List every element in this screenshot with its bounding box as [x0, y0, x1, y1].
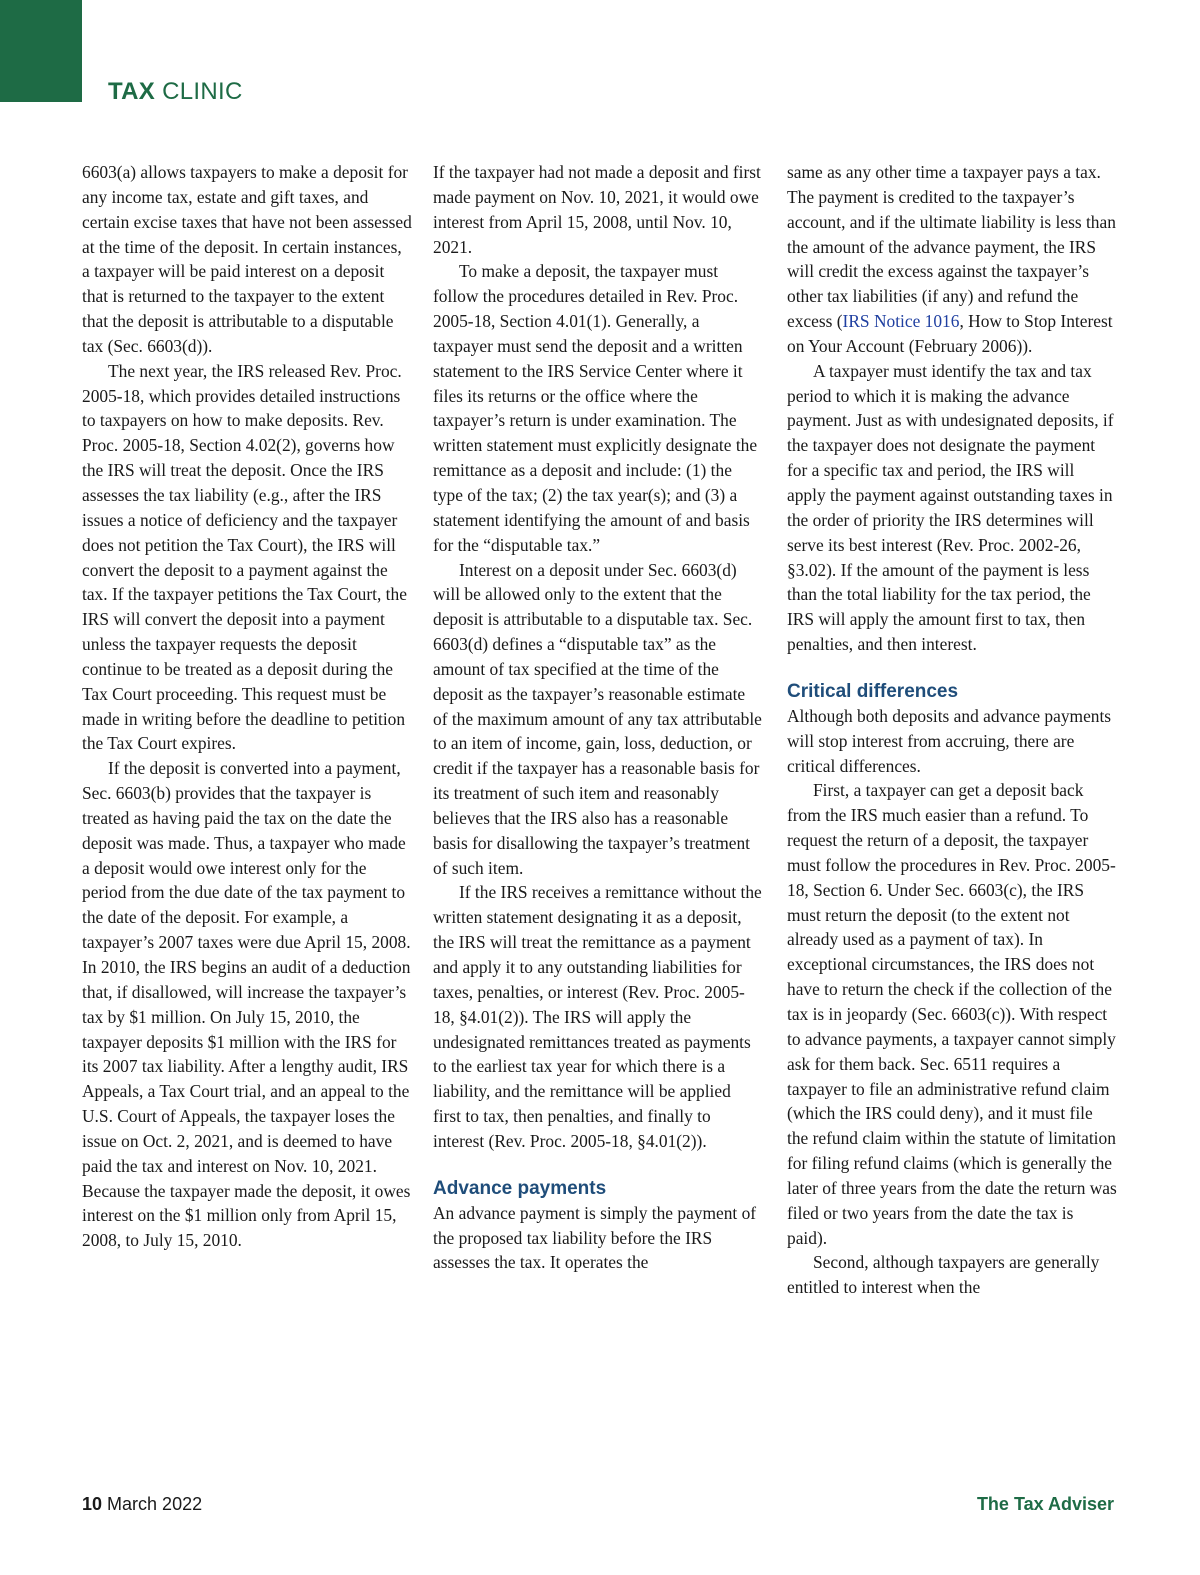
text-segment: , How to Stop Interest on Your Account (February 2006)).	[787, 311, 1113, 356]
paragraph: Second, although taxpayers are generally entitled to interest when the	[787, 1252, 1100, 1298]
section-label-bold: TAX	[108, 78, 156, 105]
section-color-tab	[0, 0, 82, 102]
paragraph: 6603(a) allows taxpayers to make a deposit for any income tax, estate and gift taxes, and certain excise taxes that have not been assessed at the time of the deposit. In certain instances, a taxpayer will be paid interest on a deposit that is returned to the taxpayer to the extent that the deposit is attributable to a disputable tax (Sec. 6603(d)).	[82, 162, 412, 356]
irs-notice-link[interactable]: IRS Notice 1016	[842, 311, 960, 332]
section-label-light: CLINIC	[162, 78, 243, 105]
paragraph	[787, 160, 1117, 359]
column-2	[433, 160, 763, 1275]
paragraph: A taxpayer must identify the tax and tax period to which it is making the advance payment. Just as with undesignated deposits, if the taxpayer does not designate the payment for a specific tax and period, the IRS will apply the payment against outstanding taxes in the order of priority the IRS determines will serve its best interest (Rev. Proc. 2002-26, §3.02). If the amount of the payment is less than the total liability for the tax period, the IRS will apply the amount first to tax, then penalties, and then interest.	[787, 360, 1114, 655]
publication-name: The Tax Adviser	[976, 1494, 1114, 1514]
paragraph: If the deposit is converted into a payment, Sec. 6603(b) provides that the taxpayer is treated as having paid the tax on the date the deposit was made. Thus, a taxpayer who made a deposit would owe interest only for the period from the due date of the tax payment to the date of the deposit. For example, a taxpayer’s 2007 taxes were due April 15, 2008. In 2010, the IRS begins an audit of a deduction that, if disallowed, will increase the taxpayer’s tax by $1 million. On July 15, 2010, the taxpayer deposits $1 million with the IRS for its 2007 tax liability. After a lengthy audit, IRS Appeals, a Tax Court trial, and an appeal to the U.S. Court of Appeals, the taxpayer loses the issue on Oct. 2, 2021, and is deemed to have paid the tax and interest on Nov. 10, 2021. Because the taxpayer made the deposit, it owes interest on the $1 million only from April 15, 2008, to July 15, 2010.	[82, 758, 411, 1251]
paragraph: An advance payment is simply the payment of the proposed tax liability before the IRS assesses the tax. It operates the	[433, 1202, 757, 1273]
paragraph: Interest on a deposit under Sec. 6603(d) will be allowed only to the extent that the deposit is attributable to a disputable tax. Sec. 6603(d) defines a “disputable tax” as the amount of tax specified at the time of the deposit as the taxpayer’s reasonable estimate of the maximum amount of any tax attributable to an item of income, gain, loss, deduction, or credit if the taxpayer has a reasonable basis for its treatment of such item and reasonably believes that the IRS also has a reasonable basis for disallowing the taxpayer’s treatment of such item.	[433, 559, 762, 878]
subheading-advance-payments: Advance payments	[433, 1177, 607, 1199]
section-label	[108, 78, 243, 106]
paragraph: If the taxpayer had not made a deposit and first made payment on Nov. 10, 2021, it would owe interest from April 15, 2008, until Nov. 10, 2021.	[433, 162, 761, 257]
paragraph: First, a taxpayer can get a deposit back from the IRS much easier than a refund. To request the return of a deposit, the taxpayer must follow the procedures in Rev. Proc. 2005-18, Section 6. Under Sec. 6603(c), the IRS must return the deposit (to the extent not already used as a payment of tax). In exceptional circumstances, the IRS does not have to return the check if the collection of the tax is in jeopardy (Sec. 6603(c)). With respect to advance payments, a taxpayer cannot simply ask for them back. Sec. 6511 requires a taxpayer to file an administrative refund claim (which the IRS could deny), and it must file the refund claim within the statute of limitation for filing refund claims (which is generally the later of three years from the date the return was filed or two years from the date the tax is paid).	[787, 780, 1117, 1248]
page-footer-left	[82, 1494, 202, 1515]
column-3	[787, 160, 1117, 1300]
column-1	[82, 160, 412, 1253]
text-segment: same as any other time a taxpayer pays a tax. The payment is credited to the taxpayer’s account, and if the ultimate liability is less than the amount of the advance payment, the IRS will credit the excess against the taxpayer’s other tax liabilities (if any) and refund the excess (	[787, 162, 1116, 332]
paragraph: The next year, the IRS released Rev. Proc. 2005-18, which provides detailed instructions to taxpayers on how to make deposits. Rev. Proc. 2005-18, Section 4.02(2), governs how the IRS will treat the deposit. Once the IRS assesses the tax liability (e.g., after the IRS issues a notice of deficiency and the taxpayer does not petition the Tax Court), the IRS will convert the deposit to a payment against the tax. If the taxpayer petitions the Tax Court, the IRS will convert the deposit into a payment unless the taxpayer requests the deposit continue to be treated as a deposit during the Tax Court proceeding. This request must be made in writing before the deadline to petition the Tax Court expires.	[82, 360, 407, 754]
subheading-critical-differences: Critical differences	[787, 680, 959, 702]
paragraph: Although both deposits and advance payments will stop interest from accruing, there are critical differences.	[787, 705, 1112, 776]
paragraph: To make a deposit, the taxpayer must follow the procedures detailed in Rev. Proc. 2005-18, Section 4.01(1). Generally, a taxpayer must send the deposit and a written statement to the IRS Service Center where it files its returns or the office where the taxpayer’s return is under examination. The written statement must explicitly designate the remittance as a deposit and include: (1) the type of the tax; (2) the tax year(s); and (3) a statement identifying the amount of and basis for the “disputable tax.”	[433, 261, 758, 555]
issue-date: March 2022	[107, 1494, 203, 1514]
page-number: 10	[82, 1494, 103, 1514]
paragraph: If the IRS receives a remittance without the written statement designating it as a deposit, the IRS will treat the remittance as a payment and apply it to any outstanding liabilities for taxes, penalties, or interest (Rev. Proc. 2005-18, §4.01(2)). The IRS will apply the undesignated remittances treated as payments to the earliest tax year for which there is a liability, and the remittance will be applied first to tax, then penalties, and finally to interest (Rev. Proc. 2005-18, §4.01(2)).	[433, 882, 762, 1151]
